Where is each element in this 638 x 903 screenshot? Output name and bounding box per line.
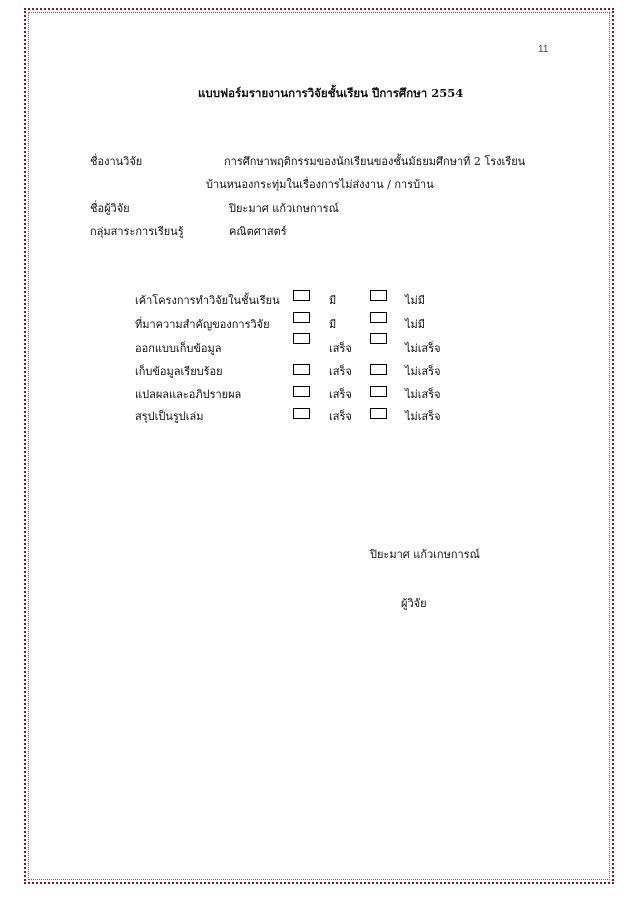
checkbox-yes[interactable] xyxy=(293,312,310,323)
checkbox-no[interactable] xyxy=(370,364,387,375)
checkbox-yes[interactable] xyxy=(293,290,310,301)
checkbox-yes[interactable] xyxy=(293,364,310,375)
research-title-line1: การศึกษาพฤติกรรมของนักเรียนของชั้นมัธยมศึกษาที่ 2 โรงเรียน xyxy=(224,155,526,168)
page-border-inner xyxy=(28,12,610,880)
checkbox-no[interactable] xyxy=(370,312,387,323)
research-title-line2: บ้านหนองกระทุ่มในเรื่องการไม่ส่งงาน / การบ้าน xyxy=(206,178,434,191)
option-no-label: ไม่เสร็จ xyxy=(405,342,441,355)
researcher-label: ชื่อผู้วิจัย xyxy=(90,202,130,215)
option-no-label: ไม่เสร็จ xyxy=(405,410,441,423)
subject-value: คณิตศาสตร์ xyxy=(229,225,287,238)
researcher-value: ปิยะมาศ แก้วเกษการณ์ xyxy=(229,202,339,215)
option-no-label: ไม่เสร็จ xyxy=(405,365,441,378)
signature-role: ผู้วิจัย xyxy=(401,597,427,610)
option-yes-label: เสร็จ xyxy=(329,388,352,401)
option-no-label: ไม่มี xyxy=(405,318,426,331)
subject-label: กลุ่มสาระการเรียนรู้ xyxy=(90,225,184,238)
checkbox-yes[interactable] xyxy=(293,408,310,419)
checklist-item-label: ที่มาความสำคัญของการวิจัย xyxy=(135,318,270,331)
checklist-item-label: ออกแบบเก็บข้อมูล xyxy=(135,342,222,355)
checkbox-no[interactable] xyxy=(370,408,387,419)
option-yes-label: เสร็จ xyxy=(329,342,352,355)
signature-name: ปิยะมาศ แก้วเกษการณ์ xyxy=(370,548,480,561)
option-yes-label: มี xyxy=(329,294,337,307)
option-yes-label: เสร็จ xyxy=(329,365,352,378)
page-number: 11 xyxy=(538,44,549,55)
checklist-item-label: เก็บข้อมูลเรียบร้อย xyxy=(135,365,223,378)
option-no-label: ไม่มี xyxy=(405,294,426,307)
form-title: แบบฟอร์มรายงานการวิจัยชั้นเรียน ปีการศึกษา 2554 xyxy=(198,86,464,100)
option-yes-label: มี xyxy=(329,318,337,331)
checkbox-yes[interactable] xyxy=(293,386,310,397)
checkbox-no[interactable] xyxy=(370,290,387,301)
checklist-item-label: สรุปเป็นรูปเล่ม xyxy=(135,410,204,423)
option-yes-label: เสร็จ xyxy=(329,410,352,423)
checkbox-no[interactable] xyxy=(370,386,387,397)
checkbox-yes[interactable] xyxy=(293,333,310,344)
research-title-label: ชื่องานวิจัย xyxy=(90,155,143,168)
checklist-item-label: เค้าโครงการทำวิจัยในชั้นเรียน xyxy=(135,294,280,307)
checklist-item-label: แปลผลและอภิปรายผล xyxy=(135,388,242,401)
option-no-label: ไม่เสร็จ xyxy=(405,388,441,401)
checkbox-no[interactable] xyxy=(370,333,387,344)
